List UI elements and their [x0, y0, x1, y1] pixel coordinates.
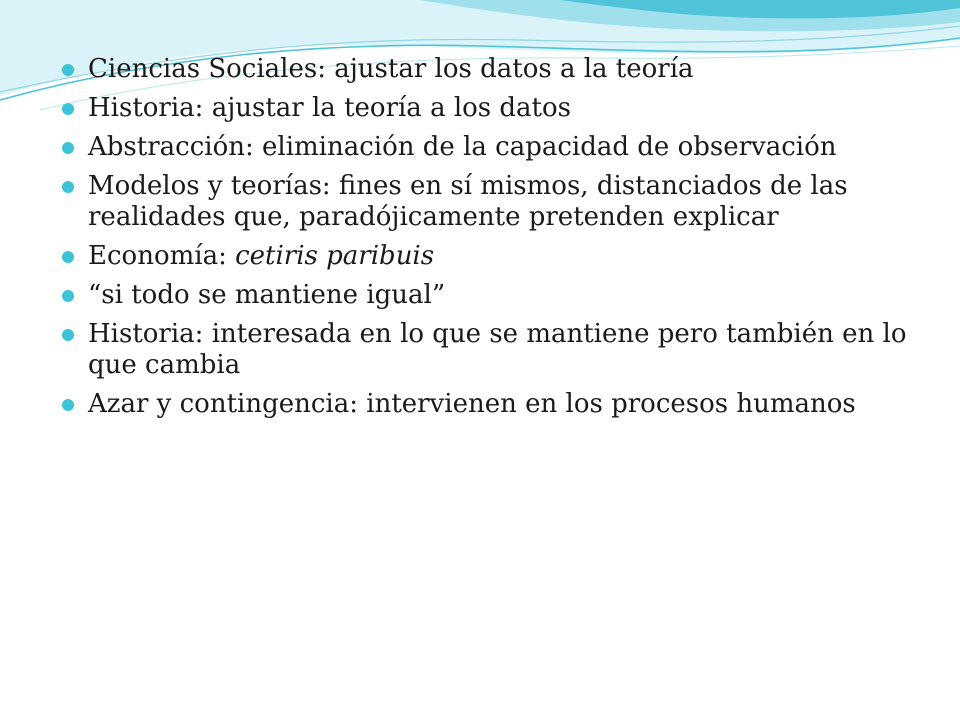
bullet-dot-icon [62, 64, 74, 76]
bullet-text: Azar y contingencia: intervienen en los procesos humanos [88, 389, 856, 419]
bullet-item [60, 389, 920, 420]
bullet-dot-icon [62, 142, 74, 154]
bullet-item [60, 54, 920, 85]
bullet-dot-icon [62, 399, 74, 411]
bullet-dot-icon [62, 103, 74, 115]
slide-content [60, 54, 920, 428]
bullet-item [60, 319, 920, 381]
bullet-text: “si todo se mantiene igual” [88, 280, 446, 310]
bullet-text: Abstracción: eliminación de la capacidad de observación [88, 132, 837, 162]
bullet-text: Modelos y teorías: fines en sí mismos, distanciados de las realidades que, paradójicamente pretenden explicar [88, 171, 848, 232]
bullet-text-italic: cetiris paribuis [235, 241, 435, 271]
bullet-text-prefix: Economía: [88, 241, 236, 271]
bullet-dot-icon [62, 181, 74, 193]
bullet-item [60, 132, 920, 163]
bullet-text: Historia: interesada en lo que se mantiene pero también en lo que cambia [88, 319, 907, 380]
bullet-dot-icon [62, 329, 74, 341]
bullet-item [60, 241, 920, 272]
bullet-dot-icon [62, 290, 74, 302]
bullet-item [60, 171, 920, 233]
bullet-dot-icon [62, 251, 74, 263]
bullet-text: Historia: ajustar la teoría a los datos [88, 93, 572, 123]
bullet-item [60, 280, 920, 311]
bullet-list [60, 54, 920, 420]
bullet-item [60, 93, 920, 124]
bullet-text: Ciencias Sociales: ajustar los datos a la teoría [88, 54, 694, 84]
